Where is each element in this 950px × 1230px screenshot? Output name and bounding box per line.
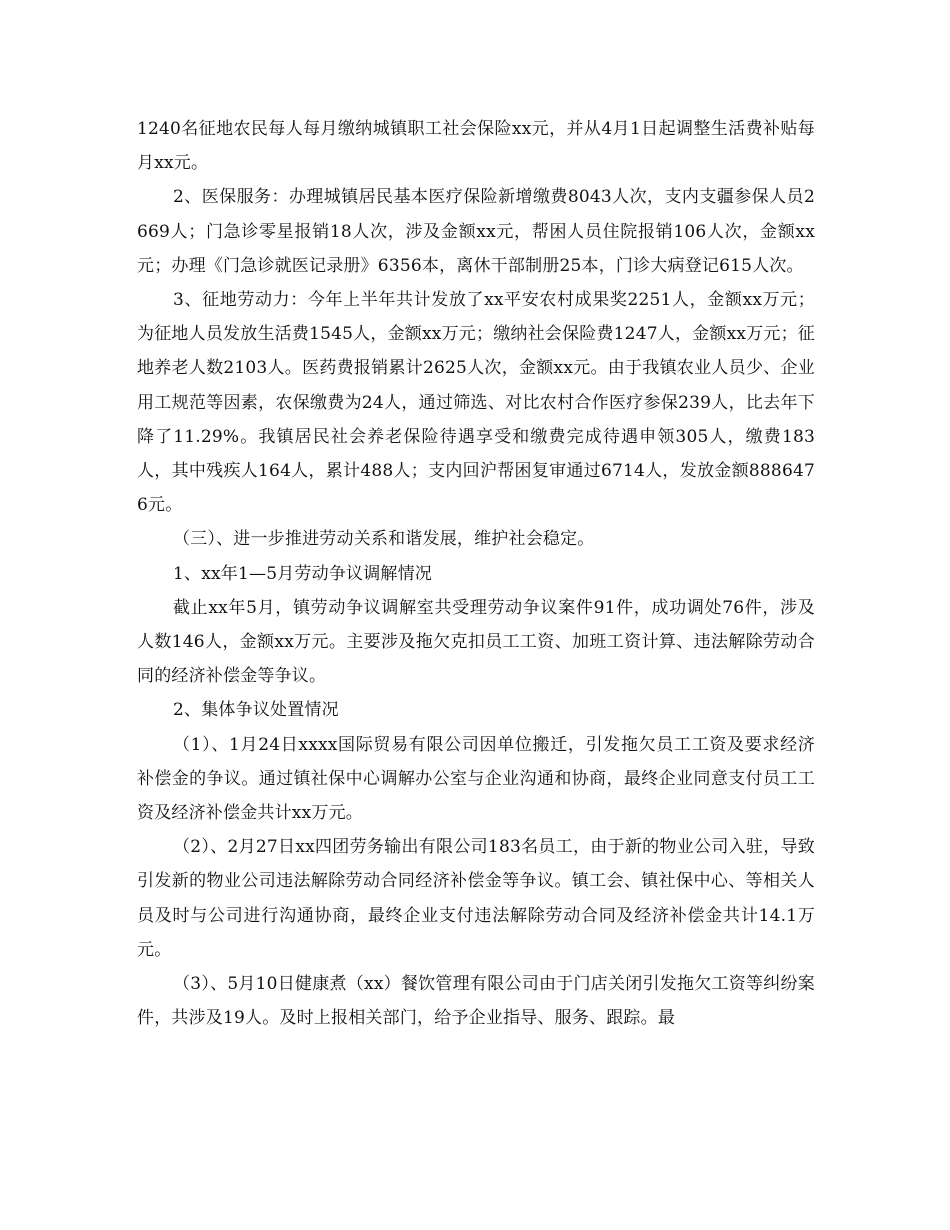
paragraph-case-2: （2）、2月27日xx四团劳务输出有限公司183名员工，由于新的物业公司入驻，导致引发新的物业公司违法解除劳动合同经济补偿金等争议。镇工会、镇社保中心、等相关人员及时与公司进行沟通协商，最终企业支付违法解除劳动合同及经济补偿金共计14.1万元。 [137,837,815,960]
paragraph-continuation: 1240名征地农民每人每月缴纳城镇职工社会保险xx元，并从4月1日起调整生活费补贴每月xx元。 [137,119,815,174]
subheading-dispute-mediation: 1、xx年1—5月劳动争议调解情况 [173,563,433,584]
section-heading-labor-relations: （三）、进一步推进劳动关系和谐发展，维护社会稳定。 [173,529,595,550]
paragraph-case-1: （1）、1月24日xxxx国际贸易有限公司因单位搬迁，引发拖欠员工工资及要求经济补偿金的争议。通过镇社保中心调解办公室与企业沟通和协商，最终企业同意支付员工工资及经济补偿金共计xx万元。 [137,734,815,824]
paragraph-case-3: （3）、5月10日健康煮（xx）餐饮管理有限公司由于门店关闭引发拖欠工资等纠纷案件，共涉及19人。及时上报相关部门，给予企业指导、服务、跟踪。最 [137,974,815,1029]
document-body [137,112,815,1035]
subheading-collective-disputes: 2、集体争议处置情况 [173,700,339,721]
paragraph-medical-insurance: 2、医保服务：办理城镇居民基本医疗保险新增缴费8043人次，支内支疆参保人员2669人；门急诊零星报销18人次，涉及金额xx元，帮困人员住院报销106人次，金额xx元；办理《门急诊就医记录册》6356本，离休干部制册25本，门诊大病登记615人次。 [137,187,815,276]
paragraph-land-acquisition-labor: 3、征地劳动力：今年上半年共计发放了xx平安农村成果奖2251人，金额xx万元；为征地人员发放生活费1545人，金额xx万元；缴纳社会保险费1247人，金额xx万元；征地养老人数2103人。医药费报销累计2625人次，金额xx元。由于我镇农业人员少、企业用工规范等因素，农保缴费为24人，通过筛选、对比农村合作医疗参保239人，比去年下降了11.29%。我镇居民社会养老保险待遇享受和缴费完成待遇申领305人，缴费183人，其中残疾人164人，累计488人；支内回沪帮困复审通过6714人，发放金额8886476元。 [137,290,815,516]
paragraph-dispute-mediation: 截止xx年5月，镇劳动争议调解室共受理劳动争议案件91件，成功调处76件，涉及人数146人，金额xx万元。主要涉及拖欠克扣员工工资、加班工资计算、违法解除劳动合同的经济补偿金等争议。 [137,597,815,687]
